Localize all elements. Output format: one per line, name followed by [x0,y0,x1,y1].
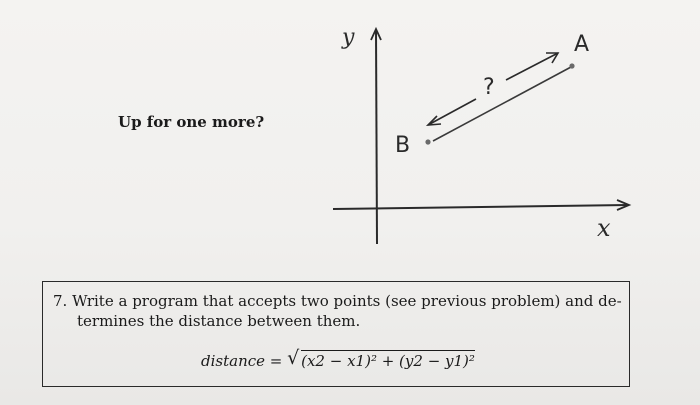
sqrt-icon: √ [287,347,300,369]
point-a-label: A [574,32,590,57]
distance-formula [201,347,475,370]
prompt-text: Up for one more? [118,113,265,131]
square-root [287,347,475,370]
point-a [569,63,574,68]
arrow-right-shaft [506,53,558,80]
problem-box [42,281,630,387]
problem-statement [53,291,623,331]
formula-lhs: distance = [201,352,283,370]
problem-line-2: termines the distance between them. [77,312,361,330]
x-axis-label: x [597,214,611,242]
arrow-left-head [428,116,441,125]
problem-number: 7. [53,292,68,310]
segment-a-b [433,67,571,141]
point-b-label: B [395,133,411,158]
point-b [425,139,430,144]
y-axis-label: y [342,25,355,50]
problem-line-1: Write a program that accepts two points (see previous problem) and de- [72,292,622,310]
formula-radicand: (x2 − x1)² + (y2 − y1)² [301,352,475,370]
y-axis [376,30,377,244]
unknown-distance-label: ? [483,75,495,100]
